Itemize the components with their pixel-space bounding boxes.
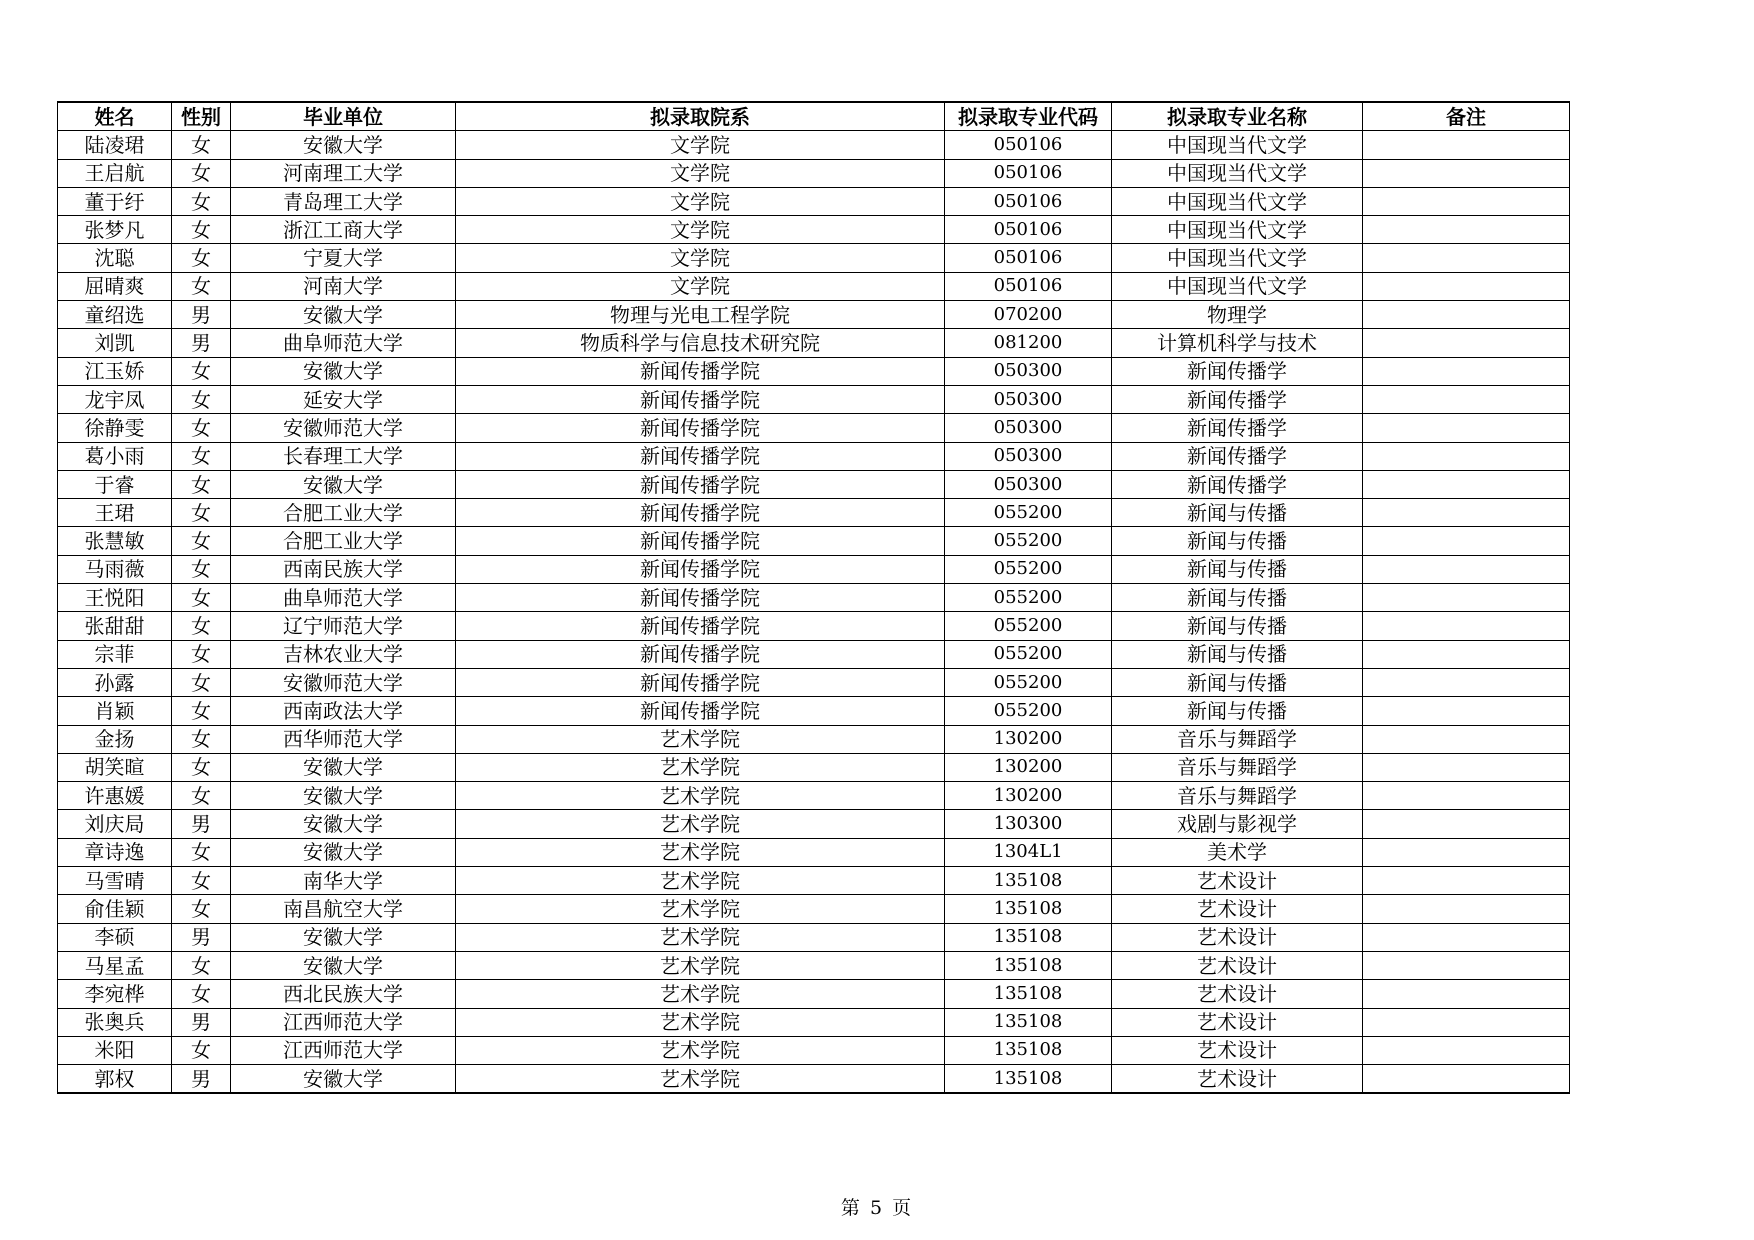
cell-graduate-school: 青岛理工大学: [231, 187, 456, 215]
cell-major-code: 050106: [945, 216, 1112, 244]
cell-department: 文学院: [456, 159, 945, 187]
cell-name: 王启航: [58, 159, 172, 187]
cell-graduate-school: 南华大学: [231, 867, 456, 895]
cell-department: 新闻传播学院: [456, 697, 945, 725]
cell-major-code: 130200: [945, 725, 1112, 753]
page-footer: [0, 1193, 1754, 1220]
cell-major-code: 050106: [945, 272, 1112, 300]
cell-major-code: 135108: [945, 895, 1112, 923]
cell-remarks: [1363, 640, 1570, 668]
cell-graduate-school: 曲阜师范大学: [231, 329, 456, 357]
table-row: [58, 867, 1570, 895]
cell-department: 新闻传播学院: [456, 470, 945, 498]
cell-major-name: 中国现当代文学: [1112, 187, 1363, 215]
cell-major-code: 055200: [945, 697, 1112, 725]
cell-remarks: [1363, 980, 1570, 1008]
cell-major-name: 物理学: [1112, 301, 1363, 329]
cell-major-name: 新闻传播学: [1112, 357, 1363, 385]
table-row: [58, 895, 1570, 923]
cell-department: 物理与光电工程学院: [456, 301, 945, 329]
cell-graduate-school: 长春理工大学: [231, 442, 456, 470]
cell-remarks: [1363, 668, 1570, 696]
cell-name: 李硕: [58, 923, 172, 951]
cell-name: 马星孟: [58, 951, 172, 979]
table-row: [58, 470, 1570, 498]
cell-major-name: 中国现当代文学: [1112, 216, 1363, 244]
cell-major-code: 055200: [945, 640, 1112, 668]
cell-graduate-school: 合肥工业大学: [231, 499, 456, 527]
cell-gender: 女: [172, 980, 231, 1008]
table-row: [58, 838, 1570, 866]
cell-graduate-school: 西南民族大学: [231, 555, 456, 583]
cell-major-name: 新闻传播学: [1112, 385, 1363, 413]
cell-name: 宗菲: [58, 640, 172, 668]
cell-gender: 女: [172, 357, 231, 385]
cell-graduate-school: 河南理工大学: [231, 159, 456, 187]
cell-remarks: [1363, 1008, 1570, 1036]
cell-major-name: 艺术设计: [1112, 1036, 1363, 1064]
cell-department: 艺术学院: [456, 1036, 945, 1064]
cell-graduate-school: 安徽师范大学: [231, 414, 456, 442]
cell-department: 新闻传播学院: [456, 414, 945, 442]
cell-major-name: 中国现当代文学: [1112, 159, 1363, 187]
cell-remarks: [1363, 187, 1570, 215]
cell-remarks: [1363, 414, 1570, 442]
cell-gender: 女: [172, 499, 231, 527]
cell-major-code: 135108: [945, 951, 1112, 979]
header-graduate-school: 毕业单位: [231, 102, 456, 131]
header-remarks: 备注: [1363, 102, 1570, 131]
cell-major-name: 新闻与传播: [1112, 640, 1363, 668]
header-department: 拟录取院系: [456, 102, 945, 131]
cell-name: 金扬: [58, 725, 172, 753]
cell-major-name: 艺术设计: [1112, 980, 1363, 1008]
cell-name: 张梦凡: [58, 216, 172, 244]
cell-gender: 女: [172, 725, 231, 753]
cell-name: 王珺: [58, 499, 172, 527]
cell-department: 艺术学院: [456, 753, 945, 781]
cell-major-name: 美术学: [1112, 838, 1363, 866]
cell-remarks: [1363, 442, 1570, 470]
cell-name: 米阳: [58, 1036, 172, 1064]
cell-name: 葛小雨: [58, 442, 172, 470]
cell-name: 江玉娇: [58, 357, 172, 385]
cell-department: 文学院: [456, 131, 945, 159]
cell-department: 艺术学院: [456, 725, 945, 753]
cell-gender: 男: [172, 329, 231, 357]
cell-major-code: 050300: [945, 470, 1112, 498]
cell-name: 张慧敏: [58, 527, 172, 555]
cell-gender: 女: [172, 244, 231, 272]
table-row: [58, 272, 1570, 300]
table-row: [58, 640, 1570, 668]
cell-major-code: 130200: [945, 782, 1112, 810]
cell-major-code: 135108: [945, 923, 1112, 951]
cell-major-code: 081200: [945, 329, 1112, 357]
cell-gender: 女: [172, 1036, 231, 1064]
cell-gender: 女: [172, 612, 231, 640]
cell-name: 屈晴爽: [58, 272, 172, 300]
cell-name: 肖颖: [58, 697, 172, 725]
table-row: [58, 951, 1570, 979]
table-row: [58, 1036, 1570, 1064]
cell-major-code: 130300: [945, 810, 1112, 838]
cell-major-name: 计算机科学与技术: [1112, 329, 1363, 357]
cell-major-name: 新闻传播学: [1112, 470, 1363, 498]
table-row: [58, 244, 1570, 272]
cell-name: 李宛桦: [58, 980, 172, 1008]
cell-department: 新闻传播学院: [456, 442, 945, 470]
cell-department: 艺术学院: [456, 810, 945, 838]
cell-major-name: 音乐与舞蹈学: [1112, 782, 1363, 810]
cell-remarks: [1363, 612, 1570, 640]
table-row: [58, 584, 1570, 612]
cell-major-code: 050106: [945, 131, 1112, 159]
cell-gender: 女: [172, 867, 231, 895]
table-row: [58, 187, 1570, 215]
cell-major-name: 新闻与传播: [1112, 527, 1363, 555]
cell-name: 胡笑暄: [58, 753, 172, 781]
cell-major-code: 055200: [945, 527, 1112, 555]
cell-name: 董于纡: [58, 187, 172, 215]
cell-gender: 男: [172, 1065, 231, 1094]
cell-remarks: [1363, 923, 1570, 951]
cell-name: 刘庆局: [58, 810, 172, 838]
cell-graduate-school: 浙江工商大学: [231, 216, 456, 244]
cell-major-code: 050300: [945, 385, 1112, 413]
cell-remarks: [1363, 753, 1570, 781]
header-major-name: 拟录取专业名称: [1112, 102, 1363, 131]
cell-gender: 女: [172, 187, 231, 215]
cell-department: 新闻传播学院: [456, 584, 945, 612]
table-row: [58, 442, 1570, 470]
cell-gender: 女: [172, 385, 231, 413]
table-row: [58, 499, 1570, 527]
cell-remarks: [1363, 385, 1570, 413]
cell-graduate-school: 安徽师范大学: [231, 668, 456, 696]
page-suffix: 页: [892, 1197, 914, 1219]
table-row: [58, 159, 1570, 187]
cell-major-name: 戏剧与影视学: [1112, 810, 1363, 838]
cell-name: 沈聪: [58, 244, 172, 272]
cell-major-code: 135108: [945, 867, 1112, 895]
table-row: [58, 668, 1570, 696]
cell-major-code: 1304L1: [945, 838, 1112, 866]
cell-graduate-school: 安徽大学: [231, 810, 456, 838]
cell-gender: 女: [172, 414, 231, 442]
table-row: [58, 1065, 1570, 1094]
cell-department: 艺术学院: [456, 923, 945, 951]
header-row: [58, 102, 1570, 131]
cell-major-code: 050106: [945, 244, 1112, 272]
cell-name: 龙宇凤: [58, 385, 172, 413]
table-row: [58, 301, 1570, 329]
cell-remarks: [1363, 838, 1570, 866]
cell-department: 新闻传播学院: [456, 385, 945, 413]
table-row: [58, 555, 1570, 583]
cell-remarks: [1363, 329, 1570, 357]
cell-remarks: [1363, 1036, 1570, 1064]
table-body: [58, 131, 1570, 1094]
cell-major-name: 艺术设计: [1112, 951, 1363, 979]
cell-name: 孙露: [58, 668, 172, 696]
cell-major-name: 艺术设计: [1112, 1065, 1363, 1094]
cell-graduate-school: 江西师范大学: [231, 1008, 456, 1036]
cell-major-name: 新闻与传播: [1112, 612, 1363, 640]
cell-major-code: 130200: [945, 753, 1112, 781]
table-row: [58, 753, 1570, 781]
cell-major-name: 中国现当代文学: [1112, 244, 1363, 272]
cell-graduate-school: 安徽大学: [231, 1065, 456, 1094]
cell-department: 新闻传播学院: [456, 640, 945, 668]
cell-remarks: [1363, 499, 1570, 527]
cell-gender: 女: [172, 895, 231, 923]
cell-gender: 女: [172, 470, 231, 498]
table-row: [58, 923, 1570, 951]
cell-name: 马雪晴: [58, 867, 172, 895]
cell-graduate-school: 西华师范大学: [231, 725, 456, 753]
cell-graduate-school: 安徽大学: [231, 782, 456, 810]
table-row: [58, 782, 1570, 810]
cell-major-name: 新闻与传播: [1112, 555, 1363, 583]
cell-department: 艺术学院: [456, 895, 945, 923]
cell-graduate-school: 安徽大学: [231, 470, 456, 498]
cell-name: 王悦阳: [58, 584, 172, 612]
cell-gender: 女: [172, 555, 231, 583]
cell-graduate-school: 吉林农业大学: [231, 640, 456, 668]
cell-gender: 女: [172, 442, 231, 470]
cell-gender: 男: [172, 301, 231, 329]
cell-major-code: 050106: [945, 159, 1112, 187]
cell-department: 艺术学院: [456, 980, 945, 1008]
cell-gender: 女: [172, 838, 231, 866]
cell-gender: 男: [172, 810, 231, 838]
table-row: [58, 216, 1570, 244]
cell-department: 艺术学院: [456, 838, 945, 866]
cell-remarks: [1363, 867, 1570, 895]
cell-major-name: 新闻与传播: [1112, 499, 1363, 527]
cell-graduate-school: 安徽大学: [231, 951, 456, 979]
cell-graduate-school: 安徽大学: [231, 357, 456, 385]
cell-department: 文学院: [456, 216, 945, 244]
cell-gender: 女: [172, 782, 231, 810]
cell-major-name: 中国现当代文学: [1112, 131, 1363, 159]
cell-name: 张奥兵: [58, 1008, 172, 1036]
cell-major-code: 055200: [945, 555, 1112, 583]
header-name: 姓名: [58, 102, 172, 131]
cell-gender: 女: [172, 527, 231, 555]
cell-department: 新闻传播学院: [456, 612, 945, 640]
cell-department: 物质科学与信息技术研究院: [456, 329, 945, 357]
cell-major-code: 055200: [945, 499, 1112, 527]
cell-gender: 女: [172, 216, 231, 244]
table-row: [58, 725, 1570, 753]
cell-name: 章诗逸: [58, 838, 172, 866]
cell-gender: 女: [172, 668, 231, 696]
table-row: [58, 385, 1570, 413]
cell-major-code: 135108: [945, 1008, 1112, 1036]
cell-department: 艺术学院: [456, 1065, 945, 1094]
header-gender: 性别: [172, 102, 231, 131]
table-row: [58, 980, 1570, 1008]
cell-graduate-school: 辽宁师范大学: [231, 612, 456, 640]
cell-name: 俞佳颖: [58, 895, 172, 923]
cell-major-code: 135108: [945, 980, 1112, 1008]
cell-major-code: 135108: [945, 1036, 1112, 1064]
table-row: [58, 527, 1570, 555]
cell-department: 艺术学院: [456, 867, 945, 895]
table-row: [58, 697, 1570, 725]
cell-name: 张甜甜: [58, 612, 172, 640]
cell-major-name: 艺术设计: [1112, 895, 1363, 923]
cell-remarks: [1363, 895, 1570, 923]
cell-department: 新闻传播学院: [456, 499, 945, 527]
cell-department: 艺术学院: [456, 951, 945, 979]
cell-name: 陆凌珺: [58, 131, 172, 159]
cell-name: 于睿: [58, 470, 172, 498]
cell-department: 新闻传播学院: [456, 357, 945, 385]
cell-major-name: 音乐与舞蹈学: [1112, 753, 1363, 781]
cell-gender: 女: [172, 272, 231, 300]
cell-major-code: 055200: [945, 584, 1112, 612]
cell-major-code: 055200: [945, 668, 1112, 696]
cell-department: 文学院: [456, 272, 945, 300]
cell-graduate-school: 安徽大学: [231, 838, 456, 866]
cell-graduate-school: 曲阜师范大学: [231, 584, 456, 612]
cell-department: 新闻传播学院: [456, 668, 945, 696]
cell-remarks: [1363, 159, 1570, 187]
cell-remarks: [1363, 584, 1570, 612]
cell-department: 新闻传播学院: [456, 555, 945, 583]
cell-major-code: 135108: [945, 1065, 1112, 1094]
cell-major-name: 艺术设计: [1112, 867, 1363, 895]
cell-gender: 女: [172, 159, 231, 187]
table-row: [58, 612, 1570, 640]
cell-remarks: [1363, 272, 1570, 300]
cell-graduate-school: 安徽大学: [231, 923, 456, 951]
cell-major-code: 050300: [945, 357, 1112, 385]
cell-gender: 女: [172, 951, 231, 979]
cell-major-name: 中国现当代文学: [1112, 272, 1363, 300]
cell-remarks: [1363, 555, 1570, 583]
table-row: [58, 357, 1570, 385]
cell-major-name: 艺术设计: [1112, 1008, 1363, 1036]
cell-remarks: [1363, 470, 1570, 498]
cell-gender: 女: [172, 640, 231, 668]
cell-remarks: [1363, 216, 1570, 244]
table-row: [58, 1008, 1570, 1036]
cell-gender: 男: [172, 1008, 231, 1036]
admission-table: [57, 101, 1570, 1094]
cell-remarks: [1363, 697, 1570, 725]
cell-remarks: [1363, 725, 1570, 753]
table-row: [58, 414, 1570, 442]
cell-department: 艺术学院: [456, 782, 945, 810]
cell-graduate-school: 合肥工业大学: [231, 527, 456, 555]
page-number: 5: [869, 1197, 885, 1219]
table-row: [58, 329, 1570, 357]
cell-major-code: 070200: [945, 301, 1112, 329]
cell-major-code: 055200: [945, 612, 1112, 640]
cell-department: 文学院: [456, 187, 945, 215]
cell-name: 马雨薇: [58, 555, 172, 583]
cell-graduate-school: 江西师范大学: [231, 1036, 456, 1064]
cell-gender: 男: [172, 923, 231, 951]
cell-graduate-school: 安徽大学: [231, 131, 456, 159]
cell-graduate-school: 安徽大学: [231, 753, 456, 781]
cell-remarks: [1363, 810, 1570, 838]
cell-graduate-school: 河南大学: [231, 272, 456, 300]
cell-gender: 女: [172, 753, 231, 781]
cell-name: 郭权: [58, 1065, 172, 1094]
cell-major-name: 新闻与传播: [1112, 668, 1363, 696]
cell-gender: 女: [172, 131, 231, 159]
cell-remarks: [1363, 301, 1570, 329]
cell-major-name: 艺术设计: [1112, 923, 1363, 951]
cell-graduate-school: 延安大学: [231, 385, 456, 413]
header-major-code: 拟录取专业代码: [945, 102, 1112, 131]
cell-remarks: [1363, 244, 1570, 272]
cell-name: 徐静雯: [58, 414, 172, 442]
cell-gender: 女: [172, 584, 231, 612]
cell-name: 刘凯: [58, 329, 172, 357]
cell-major-code: 050300: [945, 414, 1112, 442]
cell-graduate-school: 宁夏大学: [231, 244, 456, 272]
cell-major-name: 新闻传播学: [1112, 414, 1363, 442]
cell-major-code: 050300: [945, 442, 1112, 470]
cell-major-name: 新闻传播学: [1112, 442, 1363, 470]
cell-major-code: 050106: [945, 187, 1112, 215]
cell-department: 文学院: [456, 244, 945, 272]
cell-name: 许惠媛: [58, 782, 172, 810]
cell-major-name: 新闻与传播: [1112, 584, 1363, 612]
cell-graduate-school: 安徽大学: [231, 301, 456, 329]
cell-major-name: 音乐与舞蹈学: [1112, 725, 1363, 753]
table-row: [58, 131, 1570, 159]
cell-remarks: [1363, 131, 1570, 159]
cell-graduate-school: 西北民族大学: [231, 980, 456, 1008]
page-prefix: 第: [840, 1197, 862, 1219]
cell-remarks: [1363, 782, 1570, 810]
cell-remarks: [1363, 1065, 1570, 1094]
cell-department: 艺术学院: [456, 1008, 945, 1036]
cell-remarks: [1363, 527, 1570, 555]
cell-department: 新闻传播学院: [456, 527, 945, 555]
cell-graduate-school: 西南政法大学: [231, 697, 456, 725]
cell-name: 童绍选: [58, 301, 172, 329]
cell-gender: 女: [172, 697, 231, 725]
cell-remarks: [1363, 357, 1570, 385]
cell-graduate-school: 南昌航空大学: [231, 895, 456, 923]
table-row: [58, 810, 1570, 838]
cell-major-name: 新闻与传播: [1112, 697, 1363, 725]
cell-remarks: [1363, 951, 1570, 979]
